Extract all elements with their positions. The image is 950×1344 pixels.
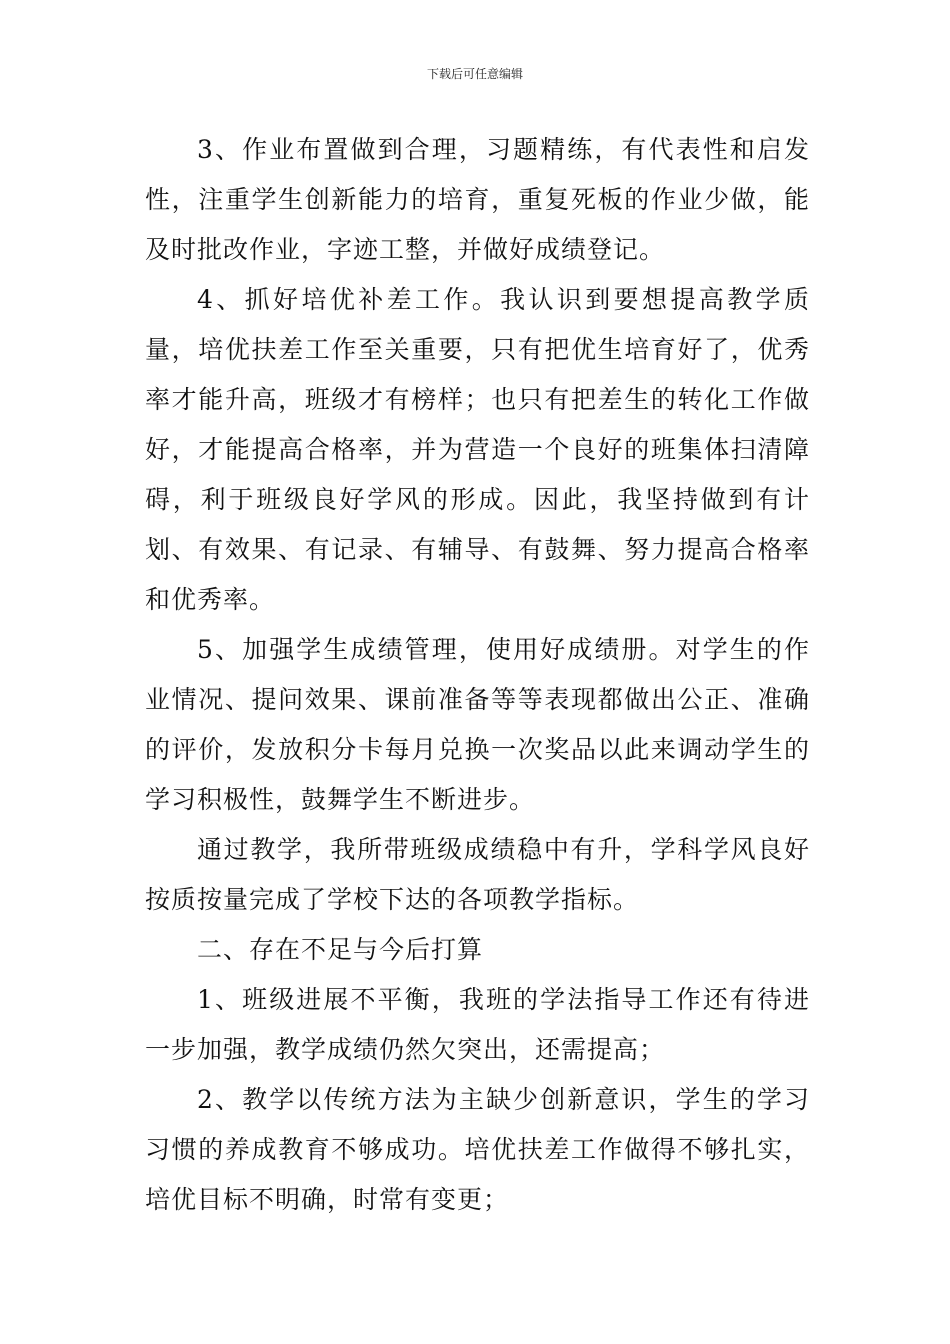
paragraph-tutoring: 4、抓好培优补差工作。我认识到要想提高教学质量，培优扶差工作至关重要，只有把优生培育好了，优秀率才能升高，班级才有榜样；也只有把差生的转化工作做好，才能提高合格率，并为营造一个良好的班集体扫清障碍，利于班级良好学风的形成。因此，我坚持做到有计划、有效果、有记录、有辅导、有鼓舞、努力提高合格率和优秀率。 <box>145 285 810 614</box>
document-body <box>145 125 810 1225</box>
section-heading-shortcomings: 二、存在不足与今后打算 <box>197 935 484 964</box>
paragraph-shortcoming-2: 2、教学以传统方法为主缺少创新意识，学生的学习习惯的养成教育不够成功。培优扶差工作做得不够扎实，培优目标不明确，时常有变更； <box>145 1085 810 1214</box>
paragraph-homework: 3、作业布置做到合理，习题精练，有代表性和启发性，注重学生创新能力的培育，重复死板的作业少做，能及时批改作业，字迹工整，并做好成绩登记。 <box>145 135 810 264</box>
paragraph-grade-management: 5、加强学生成绩管理，使用好成绩册。对学生的作业情况、提问效果、课前准备等等表现都做出公正、准确的评价，发放积分卡每月兑换一次奖品以此来调动学生的学习积极性，鼓舞学生不断进步。 <box>145 635 810 814</box>
header-note: 下载后可任意编辑 <box>426 67 523 81</box>
paragraph-shortcoming-1: 1、班级进展不平衡，我班的学法指导工作还有待进一步加强，教学成绩仍然欠突出，还需提高； <box>145 985 810 1064</box>
paragraph-results: 通过教学，我所带班级成绩稳中有升，学科学风良好按质按量完成了学校下达的各项教学指标。 <box>145 835 810 914</box>
